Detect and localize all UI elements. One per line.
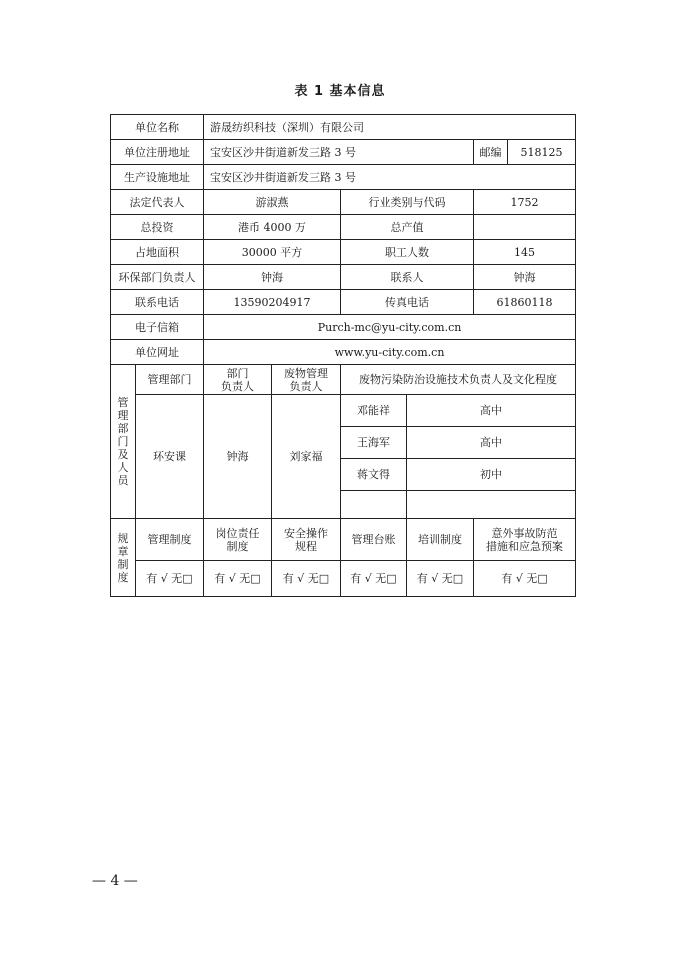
unit-name-label: 单位名称 — [111, 115, 204, 140]
postcode-value: 518125 — [508, 140, 576, 165]
dept-head-header: 部门 负责人 — [204, 365, 272, 395]
rule-header-training: 培训制度 — [407, 519, 474, 561]
reg-address-value: 宝安区沙井街道新发三路 3 号 — [204, 140, 474, 165]
row-email — [111, 315, 576, 340]
contact-value: 钟海 — [474, 265, 576, 290]
dept-header: 管理部门 — [136, 365, 204, 395]
rule-status: 有 √ 无□ — [341, 561, 407, 597]
rule-status: 有 √ 无□ — [474, 561, 576, 597]
row-reg-address — [111, 140, 576, 165]
reg-address-label: 单位注册地址 — [111, 140, 204, 165]
email-label: 电子信箱 — [111, 315, 204, 340]
rule-status: 有 √ 无□ — [272, 561, 341, 597]
row-phone — [111, 290, 576, 315]
row-area — [111, 240, 576, 265]
area-value: 30000 平方 — [204, 240, 341, 265]
email-value: Purch-mc@yu-city.com.cn — [204, 315, 576, 340]
postcode-label: 邮编 — [474, 140, 508, 165]
website-label: 单位网址 — [111, 340, 204, 365]
unit-name-value: 游晟纺织科技（深圳）有限公司 — [204, 115, 576, 140]
rule-header-ledger: 管理台账 — [341, 519, 407, 561]
waste-head-header: 废物管理 负责人 — [272, 365, 341, 395]
industry-code-value: 1752 — [474, 190, 576, 215]
env-head-label: 环保部门负责人 — [111, 265, 204, 290]
tech-staff-edu: 初中 — [407, 459, 576, 491]
management-side-label: 管 理 部 门 及 人 员 — [111, 365, 136, 519]
area-label: 占地面积 — [111, 240, 204, 265]
tech-staff-edu: 高中 — [407, 427, 576, 459]
page-number: — 4 — — [92, 873, 138, 889]
row-website — [111, 340, 576, 365]
rules-status-row — [111, 561, 576, 597]
website-value: www.yu-city.com.cn — [204, 340, 576, 365]
row-legal-rep — [111, 190, 576, 215]
investment-value: 港币 4000 万 — [204, 215, 341, 240]
row-env-head — [111, 265, 576, 290]
tech-staff-edu: 高中 — [407, 395, 576, 427]
table-title: 表 1 基本信息 — [294, 84, 386, 99]
investment-label: 总投资 — [111, 215, 204, 240]
rules-side-label: 规 章 制 度 — [111, 519, 136, 597]
facility-address-label: 生产设施地址 — [111, 165, 204, 190]
basic-info-table — [110, 114, 576, 597]
dept-head-value: 钟海 — [204, 395, 272, 519]
rules-header-row — [111, 519, 576, 561]
fax-value: 61860118 — [474, 290, 576, 315]
rule-header-post: 岗位责任 制度 — [204, 519, 272, 561]
tech-staff-edu-empty — [407, 491, 576, 519]
rule-status: 有 √ 无□ — [204, 561, 272, 597]
output-value-label: 总产值 — [341, 215, 474, 240]
staff-count-value: 145 — [474, 240, 576, 265]
legal-rep-value: 游淑燕 — [204, 190, 341, 215]
rule-status: 有 √ 无□ — [407, 561, 474, 597]
tech-staff-name: 邓能祥 — [341, 395, 407, 427]
env-head-value: 钟海 — [204, 265, 341, 290]
rule-header-emergency: 意外事故防范 措施和应急预案 — [474, 519, 576, 561]
rule-status: 有 √ 无□ — [136, 561, 204, 597]
tech-header: 废物污染防治设施技术负责人及文化程度 — [341, 365, 576, 395]
tech-staff-row-1 — [111, 395, 576, 427]
row-facility-address — [111, 165, 576, 190]
waste-head-value: 刘家福 — [272, 395, 341, 519]
rule-header-mgmt: 管理制度 — [136, 519, 204, 561]
contact-label: 联系人 — [341, 265, 474, 290]
facility-address-value: 宝安区沙井街道新发三路 3 号 — [204, 165, 576, 190]
management-header-row — [111, 365, 576, 395]
tech-staff-name-empty — [341, 491, 407, 519]
rule-header-safety: 安全操作 规程 — [272, 519, 341, 561]
phone-value: 13590204917 — [204, 290, 341, 315]
industry-code-label: 行业类别与代码 — [341, 190, 474, 215]
dept-value: 环安课 — [136, 395, 204, 519]
legal-rep-label: 法定代表人 — [111, 190, 204, 215]
row-unit-name — [111, 115, 576, 140]
tech-staff-name: 蒋文得 — [341, 459, 407, 491]
output-value-value — [474, 215, 576, 240]
staff-count-label: 职工人数 — [341, 240, 474, 265]
phone-label: 联系电话 — [111, 290, 204, 315]
row-investment — [111, 215, 576, 240]
tech-staff-name: 王海军 — [341, 427, 407, 459]
fax-label: 传真电话 — [341, 290, 474, 315]
